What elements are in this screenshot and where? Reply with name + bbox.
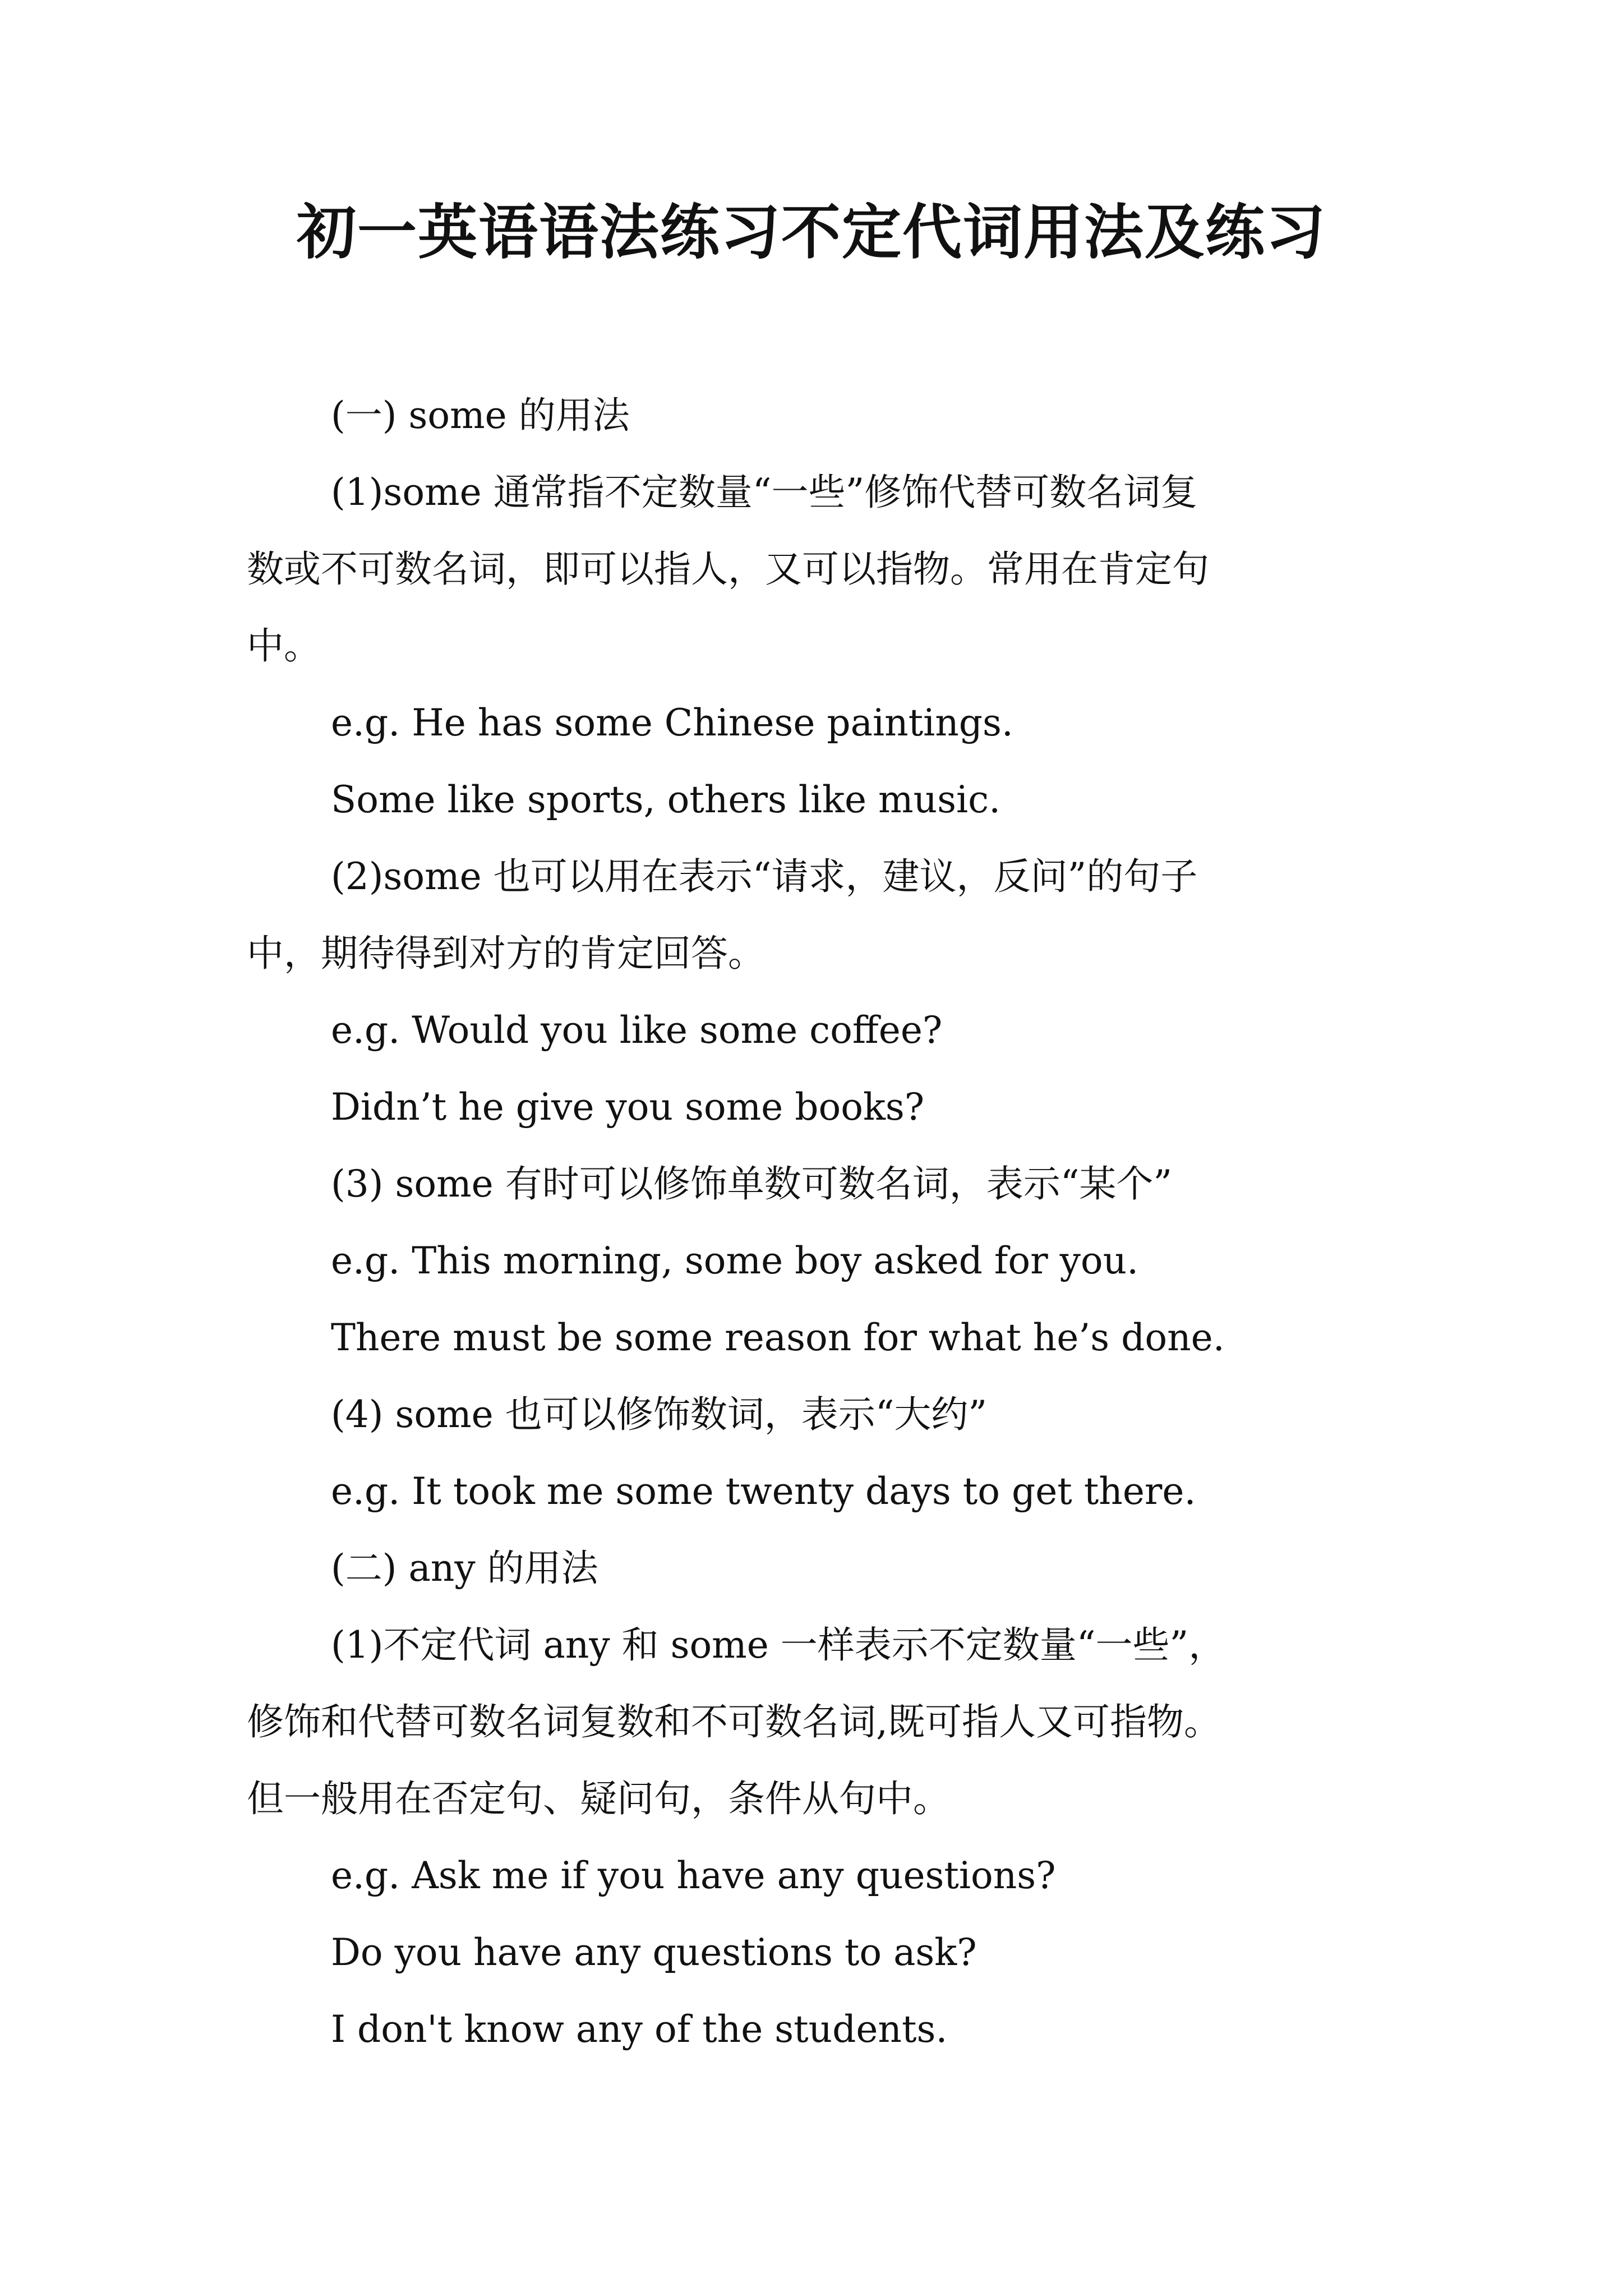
- paragraph-line: 数或不可数名词，即可以指人，又可以指物。常用在肯定句: [247, 547, 1209, 591]
- paragraph-line: 中，期待得到对方的肯定回答。: [247, 932, 765, 975]
- paragraph-line: (1)不定代词 any 和 some 一样表示不定数量“一些”，: [331, 1623, 1226, 1667]
- example-sentence: e.g. Ask me if you have any questions?: [331, 1854, 1056, 1897]
- example-sentence: Do you have any questions to ask?: [331, 1931, 977, 1974]
- section-heading-some: (一) some 的用法: [331, 394, 630, 437]
- paragraph-some-1: [247, 454, 1391, 684]
- paragraph-line: 但一般用在否定句、疑问句，条件从句中。: [247, 1777, 950, 1820]
- paragraph-line: (2)some 也可以用在表示“请求，建议，反问”的句子: [331, 855, 1198, 898]
- paragraph-line: (1)some 通常指不定数量“一些”修饰代替可数名词复: [331, 471, 1198, 514]
- example-sentence: e.g. He has some Chinese paintings.: [331, 701, 1013, 744]
- example-sentence: There must be some reason for what he’s done.: [331, 1316, 1225, 1359]
- example-sentence: Some like sports, others like music.: [331, 778, 1001, 821]
- example-sentence: e.g. It took me some twenty days to get there.: [331, 1470, 1196, 1513]
- paragraph-any-1: [247, 1607, 1391, 1837]
- example-sentence: e.g. This morning, some boy asked for you.: [331, 1239, 1139, 1282]
- rule-line-some-4: (4) some 也可以修饰数词，表示“大约”: [331, 1393, 988, 1436]
- example-sentence: Didn’t he give you some books?: [331, 1085, 925, 1129]
- example-sentence: e.g. Would you like some coffee?: [331, 1009, 943, 1052]
- rule-line-some-3: (3) some 有时可以修饰单数可数名词，表示“某个”: [331, 1162, 1173, 1205]
- section-heading-any: (二) any 的用法: [331, 1547, 598, 1590]
- document-body: [247, 377, 1391, 2068]
- paragraph-some-2: [247, 838, 1391, 992]
- document-title: 初一英语语法练习不定代词用法及练习: [297, 198, 1326, 267]
- example-sentence: I don't know any of the students.: [331, 2008, 948, 2051]
- paragraph-line: 中。: [247, 624, 321, 668]
- paragraph-line: 修饰和代替可数名词复数和不可数名词,既可指人又可指物。: [247, 1700, 1221, 1743]
